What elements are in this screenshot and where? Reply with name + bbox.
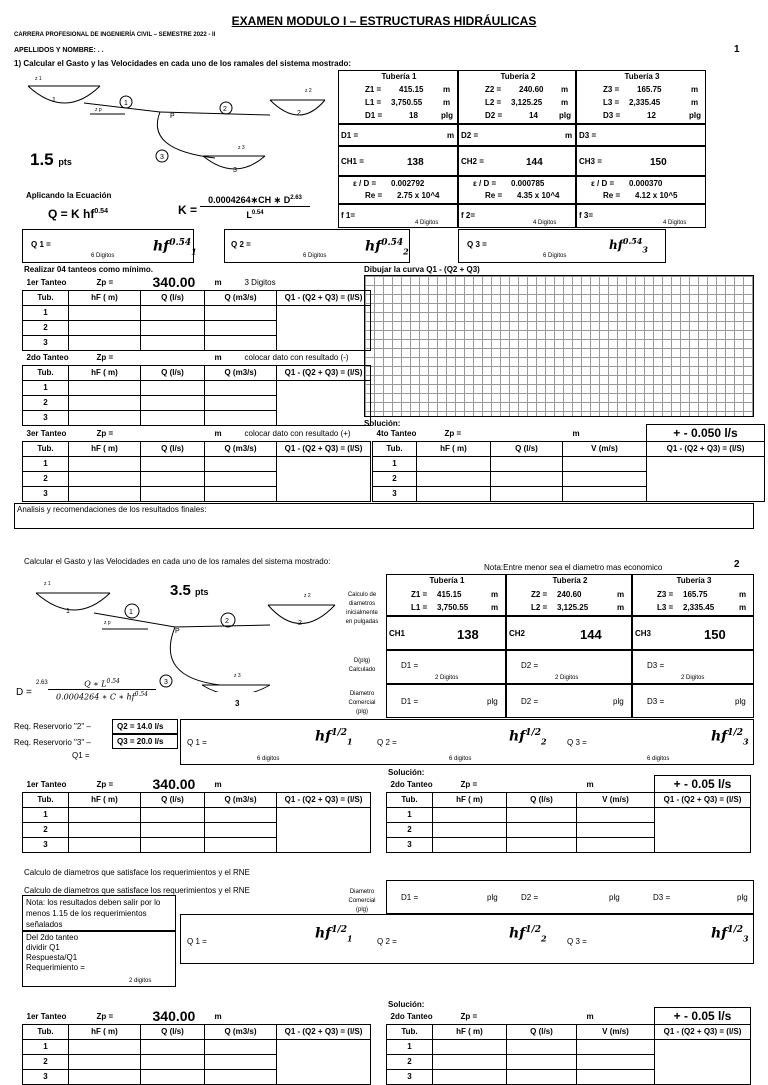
table-cell[interactable] bbox=[433, 1069, 507, 1084]
table-cell[interactable] bbox=[69, 837, 141, 852]
p2-pipe-1-data[interactable]: Tubería 1 Z1 = 415.15 m L1 = 3,750.55 m bbox=[386, 574, 506, 616]
table-cell: 2 bbox=[387, 1054, 433, 1069]
table-cell[interactable] bbox=[491, 486, 563, 501]
column-header: Q (l/s) bbox=[141, 290, 205, 305]
table-cell[interactable] bbox=[69, 395, 141, 410]
column-header: Tub. bbox=[23, 365, 69, 380]
pipe-2-label: 2 bbox=[223, 106, 227, 113]
column-header: Q1 - (Q2 + Q3) = (l/S) bbox=[647, 441, 765, 456]
page-number: 1 bbox=[734, 44, 740, 55]
column-header: V (m/s) bbox=[563, 441, 647, 456]
tanteo-header: 2do Tanteo Zp = m bbox=[387, 778, 751, 792]
table-cell: 3 bbox=[373, 486, 417, 501]
pipe-2-data[interactable]: Tubería 2 Z2 = 240.60 m L2 = 3,125.25 m D2 = 14 plg bbox=[458, 70, 576, 124]
table-cell: 1 bbox=[387, 1039, 433, 1054]
table-row[interactable] bbox=[23, 320, 371, 335]
tanteo-header: 4to Tanteo Zp = m bbox=[373, 427, 765, 441]
table-row[interactable] bbox=[23, 1069, 371, 1084]
tanteo-header: 1er Tanteo Zp = 340.00 m 3 Digitos bbox=[23, 276, 371, 290]
table-cell[interactable] bbox=[277, 1069, 371, 1084]
table-cell: 1 bbox=[23, 456, 69, 471]
table-cell[interactable] bbox=[205, 1039, 277, 1054]
solution-label-3: Solución: bbox=[388, 1000, 425, 1009]
table-cell[interactable] bbox=[205, 822, 277, 837]
req-reservoir-3: Req. Reservorio "3" – bbox=[14, 738, 91, 747]
subtitle: CARRERA PROFESIONAL DE INGENIERÍA CIVIL – SEMESTRE 2022 - II bbox=[14, 32, 216, 38]
table-cell[interactable] bbox=[433, 837, 507, 852]
table-cell[interactable] bbox=[205, 395, 277, 410]
p2-pipe-3-commercial[interactable]: D3 = plg bbox=[632, 684, 754, 718]
tanteo-header: 2do Tanteo Zp = m colocar dato con resultado (-) bbox=[23, 351, 371, 365]
table-cell[interactable] bbox=[69, 305, 141, 320]
table-cell[interactable] bbox=[577, 1054, 655, 1069]
table-row[interactable] bbox=[387, 837, 751, 852]
table-cell[interactable] bbox=[69, 1054, 141, 1069]
table-cell[interactable] bbox=[69, 1069, 141, 1084]
equation-k-numerator: 0.0004264∗CH ∗ $D^{2.63}$ bbox=[200, 195, 310, 207]
table-cell[interactable] bbox=[433, 822, 507, 837]
pipe-3-label: 3 bbox=[160, 154, 164, 161]
table-cell: 1 bbox=[373, 456, 417, 471]
table-cell[interactable] bbox=[655, 1069, 751, 1084]
table-cell[interactable] bbox=[277, 837, 371, 852]
table-cell[interactable] bbox=[277, 410, 371, 425]
table-cell[interactable] bbox=[277, 471, 371, 486]
dcom-label-2: Diametro Comercial (plg) bbox=[348, 889, 376, 913]
tanteo-2-table[interactable] bbox=[22, 351, 371, 426]
pipe-1-data[interactable]: Tubería 1 Z1 = 415.15 m L1 = 3,750.55 m D1 = 18 plg bbox=[338, 70, 458, 124]
column-header: Tub. bbox=[23, 290, 69, 305]
table-row[interactable] bbox=[373, 486, 765, 501]
tolerance-box: + - 0.05 l/s bbox=[654, 1007, 751, 1025]
table-cell[interactable] bbox=[277, 320, 371, 335]
table-cell[interactable] bbox=[141, 395, 205, 410]
table-cell[interactable] bbox=[277, 1039, 371, 1054]
economic-note: Nota:Entre menor sea el diametro mas economico bbox=[484, 563, 663, 572]
column-header: Q (m3/s) bbox=[205, 1024, 277, 1039]
table-cell[interactable] bbox=[69, 471, 141, 486]
table-cell[interactable] bbox=[647, 486, 765, 501]
table-cell[interactable] bbox=[141, 456, 205, 471]
calc-diameters-1: Calculo de diametros que satisface los requerimientos y el RNE bbox=[24, 868, 250, 877]
column-header: Q (m3/s) bbox=[205, 441, 277, 456]
table-cell[interactable] bbox=[507, 837, 577, 852]
table-row[interactable] bbox=[387, 1054, 751, 1069]
tanteo-header: 1er Tanteo Zp = 340.00 m bbox=[23, 1010, 371, 1024]
table-cell: 3 bbox=[23, 335, 69, 350]
table-row[interactable] bbox=[23, 380, 371, 395]
table-cell: 3 bbox=[23, 486, 69, 501]
table-cell[interactable] bbox=[141, 807, 205, 822]
table-cell[interactable] bbox=[417, 456, 491, 471]
p2-pipe-3-ch[interactable]: CH3 150 bbox=[632, 616, 754, 650]
z2-label: z 2 bbox=[305, 88, 312, 94]
pipe-1-label: 1 bbox=[129, 609, 133, 616]
pipe-3-friction[interactable]: f 3= 4 Digitos bbox=[576, 204, 706, 228]
table-cell[interactable] bbox=[577, 837, 655, 852]
column-header: V (m/s) bbox=[577, 1024, 655, 1039]
p2-pipe-3-data[interactable]: Tubería 3 Z3 = 165.75 m L3 = 2,335.45 m bbox=[632, 574, 754, 616]
column-header: Tub. bbox=[387, 792, 433, 807]
table-cell[interactable] bbox=[141, 410, 205, 425]
column-header: Q (l/s) bbox=[141, 1024, 205, 1039]
table-cell[interactable] bbox=[655, 837, 751, 852]
table-cell[interactable] bbox=[277, 380, 371, 395]
tanteo-1-table[interactable] bbox=[22, 276, 371, 351]
table-cell[interactable] bbox=[277, 486, 371, 501]
p2-pipe-1-ch[interactable]: CH1 138 bbox=[386, 616, 506, 650]
q3-requirement: Q3 = 20.0 l/s bbox=[112, 734, 178, 749]
pipe-1-roughness[interactable]: ε / D = 0.002792 Re = 2.75 x 10^4 bbox=[338, 176, 458, 204]
column-header: Tub. bbox=[387, 1024, 433, 1039]
table-cell[interactable] bbox=[69, 1039, 141, 1054]
curve-grid[interactable] bbox=[364, 275, 754, 417]
req-reservoir-2: Req. Reservorio "2" – bbox=[14, 722, 91, 731]
column-header: Q (m3/s) bbox=[205, 290, 277, 305]
table-cell: 2 bbox=[373, 471, 417, 486]
table-cell[interactable] bbox=[507, 1069, 577, 1084]
column-header: hF ( m) bbox=[69, 1024, 141, 1039]
table-row[interactable] bbox=[387, 822, 751, 837]
column-header: Q (l/s) bbox=[507, 792, 577, 807]
z3-label: z 3 bbox=[234, 673, 241, 679]
p2-pipe-3-calculated[interactable]: D3 = 2 Digitos bbox=[632, 650, 754, 684]
equation-k-denominator: $L^{0.54}$ bbox=[246, 210, 264, 220]
column-header: hF ( m) bbox=[69, 441, 141, 456]
table-cell[interactable] bbox=[433, 1039, 507, 1054]
table-cell[interactable] bbox=[205, 837, 277, 852]
column-header: hF ( m) bbox=[69, 365, 141, 380]
equation-k-label: K = bbox=[178, 203, 198, 217]
reservoir-2-label: 2 bbox=[298, 620, 302, 627]
table-cell[interactable] bbox=[205, 320, 277, 335]
table-cell[interactable] bbox=[563, 471, 647, 486]
table-cell: 3 bbox=[23, 1069, 69, 1084]
column-header: hF ( m) bbox=[69, 290, 141, 305]
pipe-1-ch[interactable]: CH1 = 138 bbox=[338, 146, 458, 176]
table-cell[interactable] bbox=[491, 456, 563, 471]
tanteo-header: 3er Tanteo Zp = m colocar dato con resultado (+) bbox=[23, 427, 371, 441]
table-cell[interactable] bbox=[655, 822, 751, 837]
junction-p-label: P bbox=[175, 628, 180, 635]
table-cell[interactable] bbox=[577, 822, 655, 837]
table-cell[interactable] bbox=[577, 1069, 655, 1084]
column-header: Q (l/s) bbox=[141, 365, 205, 380]
table-cell[interactable] bbox=[647, 456, 765, 471]
column-header: Q (m3/s) bbox=[205, 365, 277, 380]
pipe-2-label: 2 bbox=[225, 618, 229, 625]
table-cell[interactable] bbox=[205, 807, 277, 822]
calc-diameter-label: Calculo de diametros inicialmente en pulgadas bbox=[345, 592, 379, 625]
column-header: Q1 - (Q2 + Q3) = (l/S) bbox=[277, 792, 371, 807]
column-header: Q1 - (Q2 + Q3) = (l/S) bbox=[277, 441, 371, 456]
column-header: hF ( m) bbox=[69, 792, 141, 807]
table-cell[interactable] bbox=[69, 410, 141, 425]
p2-tanteo-3-table[interactable] bbox=[22, 1010, 371, 1085]
table-cell[interactable] bbox=[277, 1054, 371, 1069]
name-label: APELLIDOS Y NOMBRE: . . bbox=[14, 47, 104, 54]
table-cell[interactable] bbox=[69, 486, 141, 501]
table-cell[interactable] bbox=[69, 320, 141, 335]
table-cell: 2 bbox=[23, 1054, 69, 1069]
column-header: hF ( m) bbox=[417, 441, 491, 456]
tanteo-header: 1er Tanteo Zp = 340.00 m bbox=[23, 778, 371, 792]
table-cell[interactable] bbox=[433, 807, 507, 822]
reservoir-1-label: 1 bbox=[66, 608, 70, 615]
table-cell: 1 bbox=[387, 807, 433, 822]
table-cell[interactable] bbox=[205, 1069, 277, 1084]
p2-tanteo-1-table[interactable] bbox=[22, 778, 371, 853]
table-cell[interactable] bbox=[277, 305, 371, 320]
table-cell[interactable] bbox=[647, 471, 765, 486]
solution-label-2: Solución: bbox=[388, 768, 425, 777]
table-cell[interactable] bbox=[69, 456, 141, 471]
reservoir-1-label: 1 bbox=[52, 97, 56, 104]
ratio-box[interactable]: Del 2do tanteo dividir Q1 Respuesta/Q1 Requerimiento = 2 digitos bbox=[22, 931, 176, 987]
p2-pipe-2-data[interactable]: Tubería 2 Z2 = 240.60 m L2 = 3,125.25 m bbox=[506, 574, 632, 616]
table-cell[interactable] bbox=[277, 807, 371, 822]
table-cell: 1 bbox=[23, 380, 69, 395]
table-cell: 3 bbox=[387, 837, 433, 852]
points-2: 3.5 pts bbox=[170, 582, 209, 599]
table-row[interactable] bbox=[373, 456, 765, 471]
column-header: hF ( m) bbox=[433, 1024, 507, 1039]
table-row[interactable] bbox=[23, 837, 371, 852]
table-cell[interactable] bbox=[205, 1054, 277, 1069]
junction-p-label: P bbox=[170, 113, 175, 120]
table-cell[interactable] bbox=[205, 471, 277, 486]
page-title: EXAMEN MODULO I – ESTRUCTURAS HIDRÁULICAS bbox=[231, 14, 537, 28]
table-row[interactable] bbox=[23, 456, 371, 471]
table-cell[interactable] bbox=[277, 335, 371, 350]
q-results-box-3[interactable]: Q 1 = $hf^{1/2}_1$ Q 2 = $hf^{1/2}_2$ Q 3 = $hf^{1/2}_3$ bbox=[180, 914, 754, 964]
table-cell[interactable] bbox=[141, 305, 205, 320]
z1-label: z 1 bbox=[35, 76, 42, 82]
tolerance-box: + - 0.050 l/s bbox=[646, 424, 765, 442]
table-cell: 1 bbox=[23, 305, 69, 320]
table-cell[interactable] bbox=[655, 1054, 751, 1069]
z3-label: z 3 bbox=[238, 145, 245, 151]
table-cell[interactable] bbox=[141, 1039, 205, 1054]
pipe-3-diameter-m[interactable]: D3 = bbox=[576, 124, 706, 146]
table-cell[interactable] bbox=[205, 486, 277, 501]
table-row[interactable] bbox=[23, 335, 371, 350]
tanteos-title: Realizar 04 tanteos como mínimo. bbox=[24, 265, 153, 274]
table-cell[interactable] bbox=[141, 1069, 205, 1084]
dcom-label: Diametro Comercial (plg) bbox=[348, 691, 376, 715]
p2-pipe-2-calculated[interactable]: D2 = 2 Digitos bbox=[506, 650, 632, 684]
solution-label-1: Solución: bbox=[364, 419, 401, 428]
table-cell: 3 bbox=[387, 1069, 433, 1084]
table-cell[interactable] bbox=[205, 305, 277, 320]
table-cell: 2 bbox=[23, 320, 69, 335]
table-cell[interactable] bbox=[141, 486, 205, 501]
column-header: Q1 - (Q2 + Q3) = (l/S) bbox=[655, 1024, 751, 1039]
column-header: Q1 - (Q2 + Q3) = (l/S) bbox=[277, 290, 371, 305]
table-row[interactable] bbox=[23, 395, 371, 410]
table-cell[interactable] bbox=[417, 486, 491, 501]
column-header: Q (l/s) bbox=[141, 792, 205, 807]
table-cell: 3 bbox=[23, 837, 69, 852]
table-cell[interactable] bbox=[69, 380, 141, 395]
apply-equation-label: Aplicando la Ecuación bbox=[26, 191, 112, 200]
reservoir-3-label: 3 bbox=[233, 167, 237, 174]
table-cell[interactable] bbox=[205, 380, 277, 395]
analysis-box[interactable]: Analisis y recomendaciones de los resultados finales: bbox=[14, 503, 754, 529]
table-cell: 2 bbox=[387, 822, 433, 837]
commercial-diameter-row-2[interactable]: D1 = plg D2 = plg D3 = plg bbox=[386, 880, 754, 914]
column-header: Q (l/s) bbox=[507, 1024, 577, 1039]
pipe-2-friction[interactable]: f 2= 4 Digitos bbox=[458, 204, 576, 228]
table-cell[interactable] bbox=[507, 1039, 577, 1054]
calc-diameters-2: Calculo de diametros que satisface los requerimientos y el RNE bbox=[24, 886, 250, 895]
table-cell[interactable] bbox=[205, 335, 277, 350]
table-cell[interactable] bbox=[433, 1054, 507, 1069]
column-header: Tub. bbox=[23, 1024, 69, 1039]
column-header: Q1 - (Q2 + Q3) = (l/S) bbox=[655, 792, 751, 807]
table-cell[interactable] bbox=[277, 822, 371, 837]
table-row[interactable] bbox=[23, 807, 371, 822]
table-row[interactable] bbox=[23, 1039, 371, 1054]
tolerance-box: + - 0.05 l/s bbox=[654, 775, 751, 793]
curve-title: Dibujar la curva Q1 - (Q2 + Q3) bbox=[364, 265, 480, 274]
table-cell: 1 bbox=[23, 1039, 69, 1054]
column-header: Tub. bbox=[23, 441, 69, 456]
pipe-1-diameter-m[interactable]: D1 = m bbox=[338, 124, 458, 146]
table-row[interactable] bbox=[23, 410, 371, 425]
q1-equals-label: Q1 = bbox=[72, 751, 90, 760]
zp-label: z p bbox=[95, 107, 102, 113]
table-cell: 1 bbox=[23, 807, 69, 822]
question-2: Calcular el Gasto y las Velocidades en cada uno de los ramales del sistema mostrado: bbox=[24, 557, 331, 566]
table-cell[interactable] bbox=[277, 395, 371, 410]
reservoir-2-label: 2 bbox=[297, 110, 301, 117]
pipe-1-label: 1 bbox=[124, 100, 128, 107]
pipe-3-label: 3 bbox=[164, 679, 168, 686]
table-row[interactable] bbox=[387, 1039, 751, 1054]
table-cell[interactable] bbox=[417, 471, 491, 486]
p2-pipe-2-ch[interactable]: CH2 144 bbox=[506, 616, 632, 650]
table-cell[interactable] bbox=[69, 807, 141, 822]
table-cell[interactable] bbox=[277, 456, 371, 471]
table-cell[interactable] bbox=[655, 807, 751, 822]
table-cell[interactable] bbox=[491, 471, 563, 486]
equation-q: Q = K $hf^{0.54}$ bbox=[48, 207, 108, 221]
column-header: Q (m3/s) bbox=[205, 792, 277, 807]
column-header: Tub. bbox=[373, 441, 417, 456]
reservoir-3-label-2: 3 bbox=[235, 699, 240, 708]
question-1: 1) Calcular el Gasto y las Velocidades en cada uno de los ramales del sistema mostrado: bbox=[14, 59, 352, 68]
table-cell[interactable] bbox=[507, 822, 577, 837]
pipe-3-roughness[interactable]: ε / D = 0.000370 Re = 4.12 x 10^5 bbox=[576, 176, 706, 204]
pipe-3-data[interactable]: Tubería 3 Z3 = 165.75 m L3 = 2,335.45 m D3 = 12 plg bbox=[576, 70, 706, 124]
p2-pipe-1-calculated[interactable]: D1 = 2 Digitos bbox=[386, 650, 506, 684]
table-cell[interactable] bbox=[141, 837, 205, 852]
z2-label: z 2 bbox=[304, 593, 311, 599]
column-header: Q (l/s) bbox=[491, 441, 563, 456]
note-requirements: Nota: los resultados deben salir por lo menos 1.15 de los requerimientos señalados bbox=[22, 895, 176, 931]
q-results-box-2[interactable]: Q 1 = 6 digitos $hf^{1/2}_1$ Q 2 = 6 digitos $hf^{1/2}_2$ Q 3 = 6 digitos $hf^{1/2}_3$ bbox=[180, 719, 754, 765]
tanteo-header: 2do Tanteo Zp = m bbox=[387, 1010, 751, 1024]
table-cell[interactable] bbox=[141, 320, 205, 335]
column-header: Q1 - (Q2 + Q3) = (l/S) bbox=[277, 1024, 371, 1039]
table-cell: 2 bbox=[23, 471, 69, 486]
dplg-label: D(plg) Calculado bbox=[348, 658, 376, 673]
table-cell[interactable] bbox=[563, 456, 647, 471]
table-cell[interactable] bbox=[507, 1054, 577, 1069]
table-row[interactable] bbox=[23, 822, 371, 837]
formula-numerator: Q ∗ $L^{0.54}$ bbox=[48, 678, 156, 690]
table-cell[interactable] bbox=[577, 1039, 655, 1054]
table-cell: 2 bbox=[23, 822, 69, 837]
pipe-1-friction[interactable]: f 1= 4 Digitos bbox=[338, 204, 458, 228]
column-header: Tub. bbox=[23, 792, 69, 807]
pipe-2-ch[interactable]: CH2 = 144 bbox=[458, 146, 576, 176]
table-cell[interactable] bbox=[577, 807, 655, 822]
q1-box[interactable]: Q 1 = 6 Digitos $hf^{0.54}_1$ bbox=[22, 229, 194, 263]
page-number-2: 2 bbox=[734, 559, 740, 570]
table-cell[interactable] bbox=[655, 1039, 751, 1054]
table-row[interactable] bbox=[373, 471, 765, 486]
table-row[interactable] bbox=[23, 1054, 371, 1069]
table-cell[interactable] bbox=[205, 410, 277, 425]
points-1: 1.5 pts bbox=[30, 150, 72, 169]
column-header: hF ( m) bbox=[433, 792, 507, 807]
table-cell[interactable] bbox=[141, 335, 205, 350]
table-cell[interactable] bbox=[69, 822, 141, 837]
table-cell[interactable] bbox=[507, 807, 577, 822]
pipe-3-ch[interactable]: CH3 = 150 bbox=[576, 146, 706, 176]
p2-pipe-2-commercial[interactable]: D2 = plg bbox=[506, 684, 632, 718]
tanteo-3-table[interactable] bbox=[22, 427, 371, 502]
table-row[interactable] bbox=[23, 471, 371, 486]
formula-denominator: 0.0004264 ∗ C ∗ $hf^{0.54}$ bbox=[56, 691, 148, 702]
table-row[interactable] bbox=[23, 486, 371, 501]
table-row[interactable] bbox=[23, 305, 371, 320]
q2-box[interactable]: Q 2 = 6 Digitos $hf^{0.54}_2$ bbox=[224, 229, 410, 263]
table-cell[interactable] bbox=[141, 822, 205, 837]
p2-pipe-1-commercial[interactable]: D1 = plg bbox=[386, 684, 506, 718]
table-cell[interactable] bbox=[563, 486, 647, 501]
z1-label: z 1 bbox=[44, 581, 51, 587]
pipe-2-diameter-m[interactable]: D2 = m bbox=[458, 124, 576, 146]
column-header: V (m/s) bbox=[577, 792, 655, 807]
table-cell[interactable] bbox=[69, 335, 141, 350]
formula-d-label: D = bbox=[16, 687, 32, 698]
table-cell: 3 bbox=[23, 410, 69, 425]
q3-box[interactable]: Q 3 = 6 Digitos $hf^{0.54}_3$ bbox=[458, 229, 666, 263]
formula-root-index: 2.63 bbox=[36, 680, 48, 686]
pipe-2-roughness[interactable]: ε / D = 0.000785 Re = 4.35 x 10^4 bbox=[458, 176, 576, 204]
table-cell[interactable] bbox=[141, 1054, 205, 1069]
zp-label: z p bbox=[104, 620, 111, 626]
column-header: Q1 - (Q2 + Q3) = (l/S) bbox=[277, 365, 371, 380]
table-cell: 2 bbox=[23, 395, 69, 410]
table-row[interactable] bbox=[387, 1069, 751, 1084]
q2-requirement: Q2 = 14.0 l/s bbox=[112, 719, 178, 734]
table-cell[interactable] bbox=[205, 456, 277, 471]
table-cell[interactable] bbox=[141, 380, 205, 395]
column-header: Q (l/s) bbox=[141, 441, 205, 456]
table-cell[interactable] bbox=[141, 471, 205, 486]
table-row[interactable] bbox=[387, 807, 751, 822]
